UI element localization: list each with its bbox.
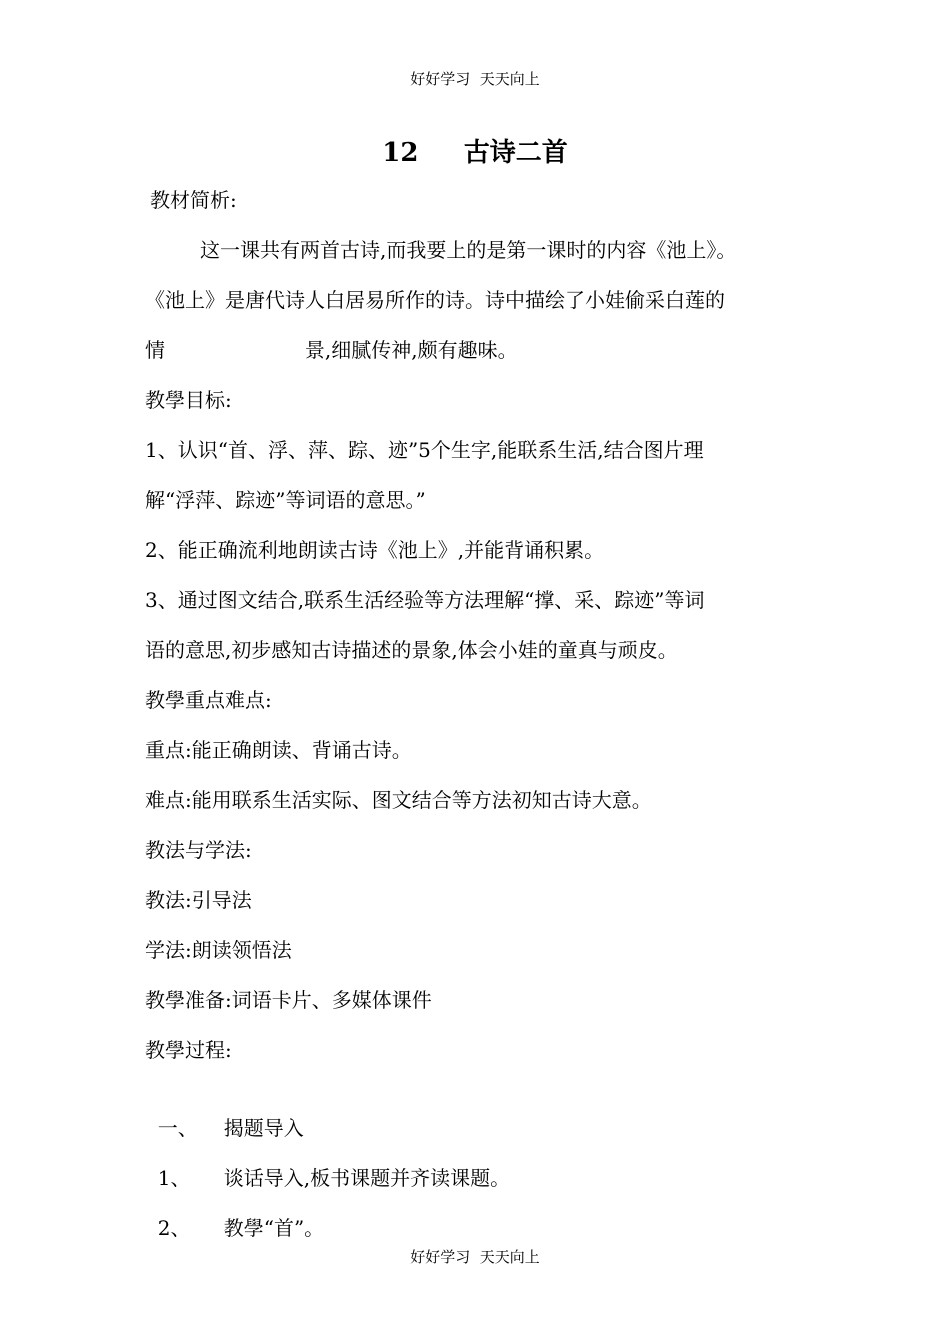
paragraph-line: 教法:引导法 [145, 888, 252, 912]
section-heading-methods: 教法与学法: [145, 838, 252, 862]
paragraph-line: 解“浮萍、踪迹”等词语的意思。” [145, 488, 426, 512]
section-heading-goals: 教學目标: [145, 388, 232, 412]
step-number: 一、 [157, 1116, 198, 1140]
paragraph-line: 语的意思,初步感知古诗描述的景象,体会小娃的童真与顽皮。 [145, 638, 678, 662]
paragraph-line: 学法:朗读领悟法 [145, 938, 292, 962]
paragraph-line: 1、认识“首、浮、萍、踪、迹”5个生字,能联系生活,结合图片理 [145, 438, 704, 462]
step-item [145, 1086, 304, 1142]
paragraph-line: 情 景,细腻传神,颇有趣味。 [145, 338, 518, 362]
paragraph-line: 重点:能正确朗读、背诵古诗。 [145, 738, 412, 762]
lesson-title: 12 古诗二首 [382, 138, 568, 168]
step-text: 谈话导入,板书课题并齐读课题。 [223, 1166, 511, 1190]
step-item [145, 1136, 510, 1192]
section-heading-analysis: 教材简析: [150, 188, 237, 212]
step-text: 揭题导入 [223, 1116, 304, 1140]
section-heading-key-points: 教學重点难点: [145, 688, 272, 712]
step-item [145, 1186, 324, 1242]
paragraph-line: 《池上》是唐代诗人白居易所作的诗。诗中描绘了小娃偷采白莲的 [145, 288, 725, 312]
paragraph-line: 难点:能用联系生活实际、图文结合等方法初知古诗大意。 [145, 788, 652, 812]
section-heading-process: 教學过程: [145, 1038, 232, 1062]
page-footer: 好好学习 天天向上 [410, 1248, 540, 1266]
step-text: 教學“首”。 [223, 1216, 325, 1240]
step-number: 1、 [157, 1166, 191, 1190]
paragraph-line: 这一课共有两首古诗,而我要上的是第一课时的内容《池上》。 [200, 238, 737, 262]
paragraph-line: 2、能正确流利地朗读古诗《池上》,并能背诵积累。 [145, 538, 605, 562]
paragraph-line: 教學准备:词语卡片、多媒体课件 [145, 988, 432, 1012]
page-header: 好好学习 天天向上 [410, 70, 540, 88]
paragraph-line: 3、通过图文结合,联系生活经验等方法理解“撑、采、踪迹”等词 [145, 588, 705, 612]
step-number: 2、 [157, 1216, 191, 1240]
